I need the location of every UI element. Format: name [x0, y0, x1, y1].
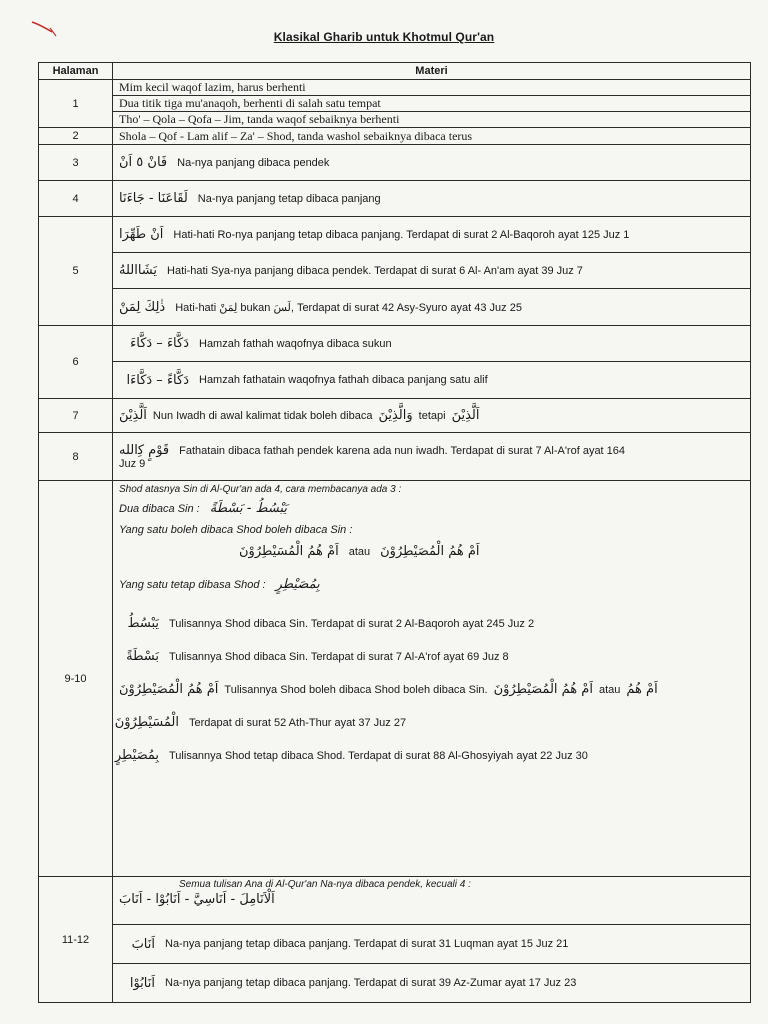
- section-intro: Semua tulisan Ana di Al-Qur'an Na-nya dibaca pendek, kecuali 4 :: [179, 879, 471, 890]
- arabic-text: اَلَّذِيْنَ: [119, 408, 147, 423]
- material-line: [113, 289, 750, 325]
- material-line: [113, 925, 750, 964]
- material-line: [119, 443, 744, 458]
- line-text: Hati-hati لِمَنْ bukan لَسَ, Terdapat di surat 42 Asy-Syuro ayat 43 Juz 25: [175, 301, 522, 314]
- row-page: 7: [39, 399, 113, 433]
- arabic-text: اَمْ هُمُ الْمُصَيْطِرُوْنَ: [380, 544, 480, 559]
- line-text: tetapi: [418, 409, 446, 422]
- line-text: Hamzah fathatain waqofnya fathah dibaca panjang satu alif: [199, 374, 488, 386]
- header-page: Halaman: [39, 63, 113, 80]
- arabic-text: اَمْ هُمُ: [626, 682, 658, 697]
- arabic-text: لَقَاعَنَا - جَاءَنَا: [119, 191, 188, 206]
- arabic-text: قَوْمٍ ﮐِالله: [119, 443, 170, 458]
- row-page: 4: [39, 181, 113, 217]
- material-line: [119, 191, 744, 206]
- arabic-text: اَمْ هُمُ الْمُصَيْطِرُوْنَ: [493, 682, 593, 697]
- line-text: Tulisannya Shod boleh dibaca Shod boleh dibaca Sin.: [224, 683, 488, 696]
- arabic-text: يَشَااللهُ: [119, 263, 158, 278]
- table-row: [39, 326, 751, 399]
- line-text: Na-nya panjang tetap dibaca panjang. Terdapat di surat 39 Az-Zumar ayat 17 Juz 23: [165, 977, 577, 989]
- arabic-text: يَبْسُطُ: [127, 616, 159, 631]
- header-material: Materi: [113, 63, 751, 80]
- arabic-text: يَبْسُطُ - بَسْطَةً: [209, 501, 288, 516]
- material-table: [38, 62, 751, 1003]
- table-row: [39, 181, 751, 217]
- row-page: 3: [39, 145, 113, 181]
- material-line: Mim kecil waqof lazim, harus berhenti: [113, 80, 750, 96]
- line-text: Hati-hati Ro-nya panjang tetap dibaca panjang. Terdapat di surat 2 Al-Baqoroh ayat 125 Juz 1: [173, 228, 630, 241]
- row-page: 9-10: [39, 481, 113, 877]
- material-line: [113, 217, 750, 253]
- material-line: Tho' – Qola – Qofa – Jim, tanda waqof sebaiknya berhenti: [119, 112, 400, 126]
- material-line: [119, 155, 744, 170]
- material-line: Dua titik tiga mu'anaqoh, berhenti di salah satu tempat: [113, 96, 750, 112]
- table-row: [39, 481, 751, 877]
- arabic-text: دَكَّاءَ – دَكَّاءَ: [130, 336, 189, 351]
- line-text: atau: [598, 683, 621, 696]
- line-text: Nun Iwadh di awal kalimat tidak boleh dibaca: [152, 409, 373, 422]
- material-line: [113, 964, 750, 1002]
- row-page: 5: [39, 217, 113, 326]
- table-header-row: [39, 63, 751, 80]
- line-text: Hati-hati Sya-nya panjang dibaca pendek. Terdapat di surat 6 Al- An'am ayat 39 Juz 7: [167, 264, 583, 277]
- arabic-text: ذٰلِكَ لِمَنْ: [119, 299, 166, 315]
- line-text: Na-nya panjang tetap dibaca panjang. Terdapat di surat 31 Luqman ayat 15 Juz 21: [165, 938, 569, 950]
- row-page: 6: [39, 326, 113, 399]
- line-text: Na-nya panjang tetap dibaca panjang: [197, 192, 381, 205]
- row-page: 11-12: [39, 877, 113, 1003]
- arabic-text: اَنَابَ: [131, 936, 155, 952]
- line-text: atau: [348, 545, 371, 558]
- arabic-text: اَلَّذِيْنَ: [451, 408, 480, 423]
- arabic-text: بِمُصَيْطِرٍ: [114, 748, 159, 763]
- material-line: [114, 748, 744, 763]
- material-line: [119, 577, 744, 592]
- row-page: 1: [39, 80, 113, 128]
- arabic-text: اَنْ طَهِّرَا: [119, 227, 164, 242]
- line-text: Juz 9: [119, 458, 146, 470]
- material-line: [119, 501, 744, 516]
- line-label: Yang satu tetap dibasa Shod :: [119, 578, 266, 591]
- arabic-text: اَمْ هُمُ الْمُصَيْطِرُوْنَ: [119, 682, 219, 697]
- material-line: [119, 649, 744, 664]
- arabic-text: اَنَابُوْا: [129, 975, 155, 991]
- material-line: [119, 544, 744, 559]
- material-line: [113, 326, 750, 362]
- material-line: [113, 362, 750, 398]
- arabic-text: اَمْ هُمُ الْمُسَيْطِرُوْنَ: [239, 544, 339, 559]
- material-line: Shola – Qof - Lam alif – Za' – Shod, tanda washol sebaiknya dibaca terus: [113, 128, 751, 145]
- table-row: [39, 217, 751, 326]
- material-line: [114, 715, 744, 730]
- row-page: 8: [39, 433, 113, 481]
- table-row: [39, 877, 751, 1003]
- line-text: Hamzah fathah waqofnya dibaca sukun: [199, 337, 392, 350]
- table-row: [39, 433, 751, 481]
- line-text: Tulisannya Shod tetap dibaca Shod. Terdapat di surat 88 Al-Ghosyiyah ayat 22 Juz 30: [169, 749, 588, 762]
- section-intro: Shod atasnya Sin di Al-Qur'an ada 4, cara membacanya ada 3 :: [119, 484, 402, 495]
- document-title: Klasikal Gharib untuk Khotmul Qur'an: [273, 30, 495, 44]
- material-line: [119, 408, 744, 423]
- arabic-text: بِمُصَيْطِرٍ: [275, 577, 320, 592]
- table-row: [39, 128, 751, 145]
- arabic-text: اَلْاَنَامِلَ - اَنَاسِيَّ - اَنَابُوْا - اَنَابَ: [119, 892, 275, 907]
- table-row: [39, 80, 751, 128]
- arabic-text: فَانْ ٥ اَنْ: [119, 155, 168, 170]
- line-label: Dua dibaca Sin :: [119, 502, 200, 515]
- line-text: Tulisannya Shod dibaca Sin. Terdapat di surat 7 Al-A'rof ayat 69 Juz 8: [169, 650, 509, 663]
- material-line: [113, 253, 750, 289]
- arabic-text: بَسْطَةً: [126, 649, 159, 664]
- table-row: [39, 399, 751, 433]
- line-text: Tulisannya Shod dibaca Sin. Terdapat di surat 2 Al-Baqoroh ayat 245 Juz 2: [169, 617, 535, 630]
- material-line: [119, 892, 744, 907]
- line-label: Yang satu boleh dibaca Shod boleh dibaca Sin :: [119, 524, 353, 536]
- arabic-text: وَالَّذِيْنَ: [378, 408, 413, 423]
- arabic-text: الْمُسَيْطِرُوْنَ: [114, 715, 179, 730]
- material-line: [119, 616, 744, 631]
- line-text: Fathatain dibaca fathah pendek karena ada nun iwadh. Terdapat di surat 7 Al-A'rof ayat 164: [179, 444, 626, 457]
- row-page: 2: [39, 128, 113, 145]
- material-line: [119, 682, 744, 697]
- arabic-text: دَكَّاءً – دَكَّاءَا: [126, 372, 189, 388]
- table-row: [39, 145, 751, 181]
- line-text: Na-nya panjang dibaca pendek: [177, 156, 330, 169]
- line-text: Terdapat di surat 52 Ath-Thur ayat 37 Juz 27: [189, 716, 407, 729]
